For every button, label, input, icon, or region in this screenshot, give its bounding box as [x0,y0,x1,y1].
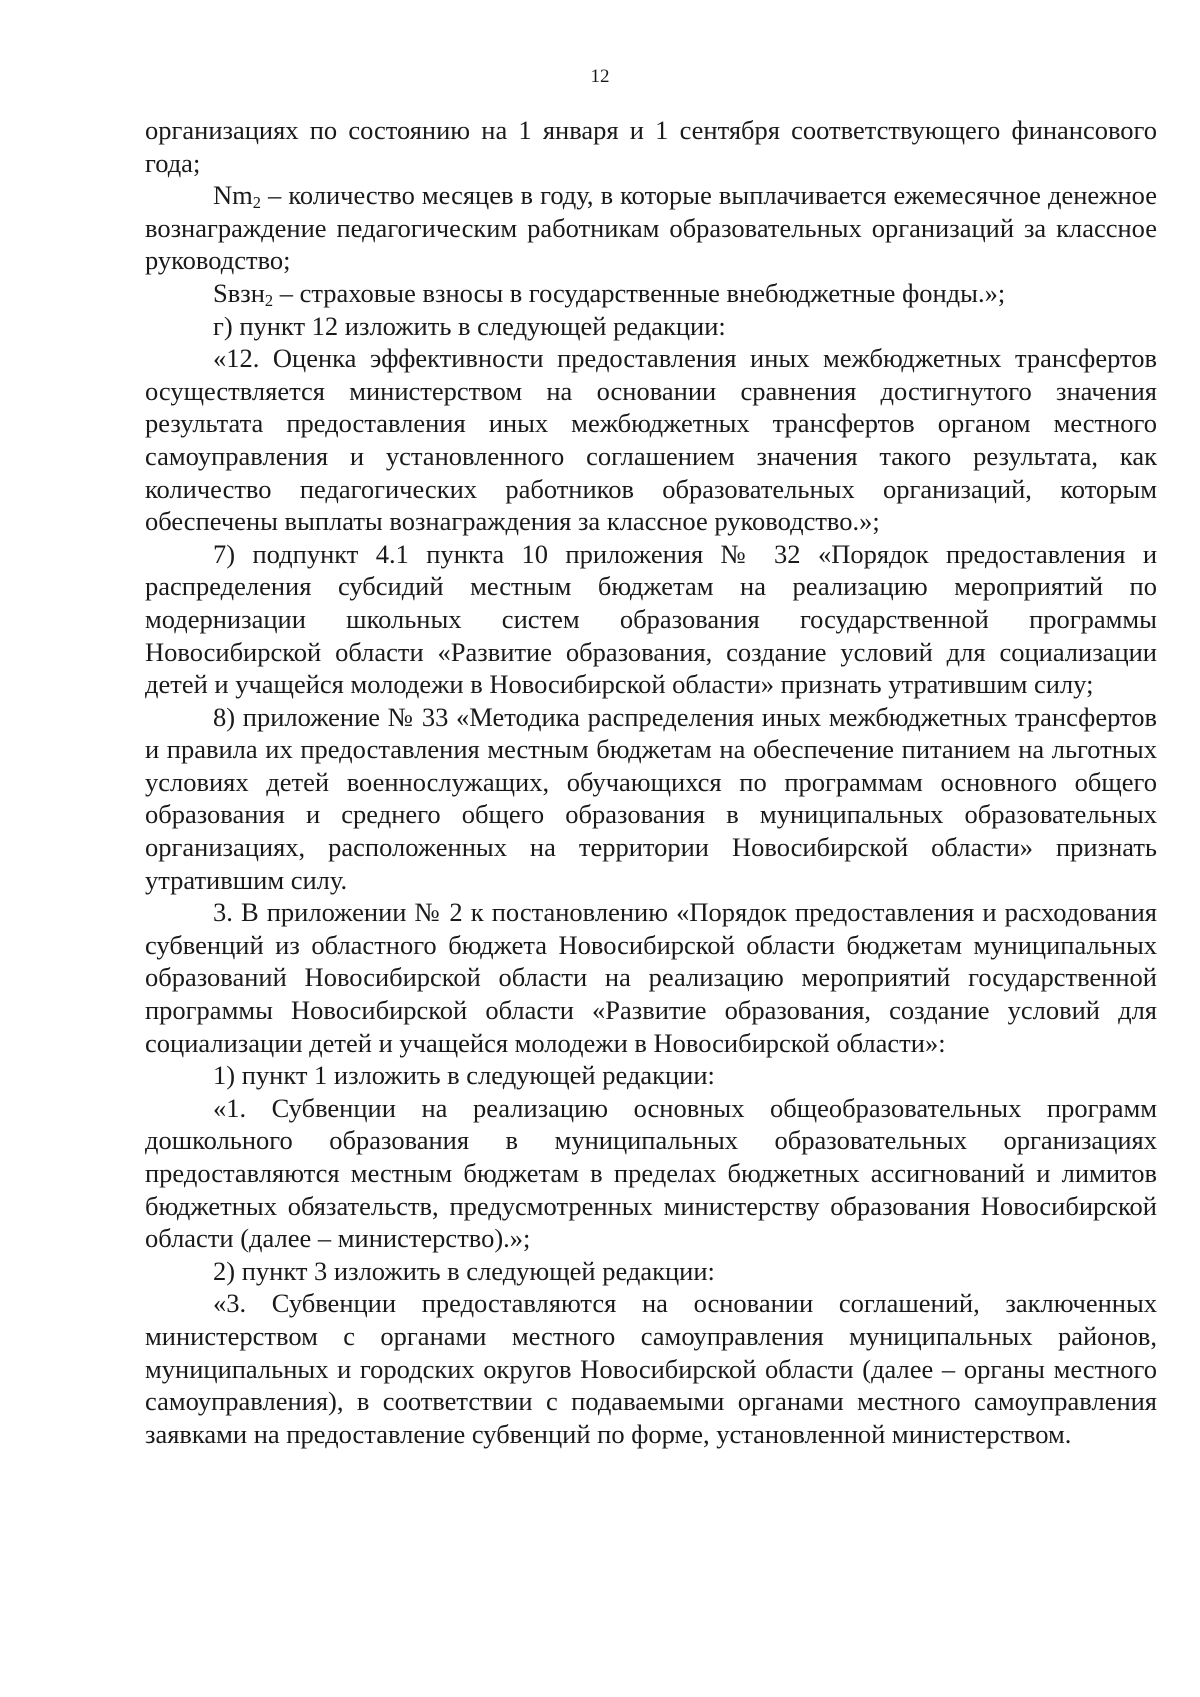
paragraph [145,701,1157,897]
paragraph-text: Sвзн [213,277,265,308]
paragraph [145,1287,1157,1450]
page-number: 12 [590,66,610,87]
paragraph [145,179,1157,277]
paragraph [145,1059,1157,1092]
paragraph-text: Nm [213,180,253,211]
paragraph-text: 3. В приложении № 2 к постановлению «Порядок предоставления и расходования субвенций из областного бюджета Новосибирской области бюджетам муниципальных образований Новосибирской области на реализацию мероприятий государственной программы Новосибирской области «Развитие образования, создание условий для социализации детей и учащейся молодежи в Новосибирской области»: [145,897,1157,1058]
paragraph-text: 8) приложение № 33 «Методика распределения иных межбюджетных трансфертов и правила их предоставления местным бюджетам на обеспечение питанием на льготных условиях детей военнослужащих, обучающихся по программам основного общего образования и среднего общего образования в муниципальных образовательных организациях, расположенных на территории Новосибирской области» признать утратившим силу. [145,701,1157,895]
paragraph [145,1255,1157,1288]
paragraph-text: «1. Субвенции на реализацию основных общеобразовательных программ дошкольного образования в муниципальных образовательных организациях предоставляются местным бюджетам в пределах бюджетных ассигнований и лимитов бюджетных обязательств, предусмотренных министерству образования Новосибирской области (далее – министерство).»; [145,1092,1157,1254]
paragraph [145,114,1157,179]
paragraph-text: «12. Оценка эффективности предоставления иных межбюджетных трансфертов осуществляется министерством на основании сравнения достигнутого значения результата предоставления иных межбюджетных трансфертов органом местного самоуправления и установленного соглашением значения такого результата, как количество педагогических работников образовательных организаций, которым обеспечены выплаты вознаграждения за классное руководство.»; [145,343,1157,537]
paragraph [145,277,1157,310]
paragraph-text: 1) пункт 1 изложить в следующей редакции: [213,1060,715,1091]
subscript-text: 2 [264,291,274,311]
paragraph-text: «3. Субвенции предоставляются на основании соглашений, заключенных министерством с органами местного самоуправления муниципальных районов, муниципальных и городских округов Новосибирской области (далее – органы местного самоуправления), в соответствии с подаваемыми органами местного самоуправления заявками на предоставление субвенций по форме, установленной министерством. [145,1288,1157,1449]
paragraph-text: 2) пункт 3 изложить в следующей редакции: [213,1255,715,1286]
document-body [145,114,1157,1450]
paragraph-text: – страховые взносы в государственные внебюджетные фонды.»; [273,277,1006,308]
paragraph [145,342,1157,538]
paragraph-text: 7) подпункт 4.1 пункта 10 приложения № 32 «Порядок предоставления и распределения субсидий местным бюджетам на реализацию мероприятий по модернизации школьных систем образования государственной программы Новосибирской области «Развитие образования, создание условий для социализации детей и учащейся молодежи в Новосибирской области» признать утратившим силу; [145,538,1157,700]
subscript-text: 2 [252,193,261,213]
paragraph-text: – количество месяцев в году, в которые выплачивается ежемесячное денежное вознаграждение педагогическим работникам образовательных организаций за классное руководство; [145,180,1157,276]
paragraph [145,896,1157,1059]
paragraph [145,310,1157,343]
paragraph [145,1092,1157,1255]
paragraph-text: г) пункт 12 изложить в следующей редакции: [213,310,726,341]
paragraph [145,538,1157,701]
paragraph-text: организациях по состоянию на 1 января и 1 сентября соответствующего финансового года; [145,115,1157,178]
